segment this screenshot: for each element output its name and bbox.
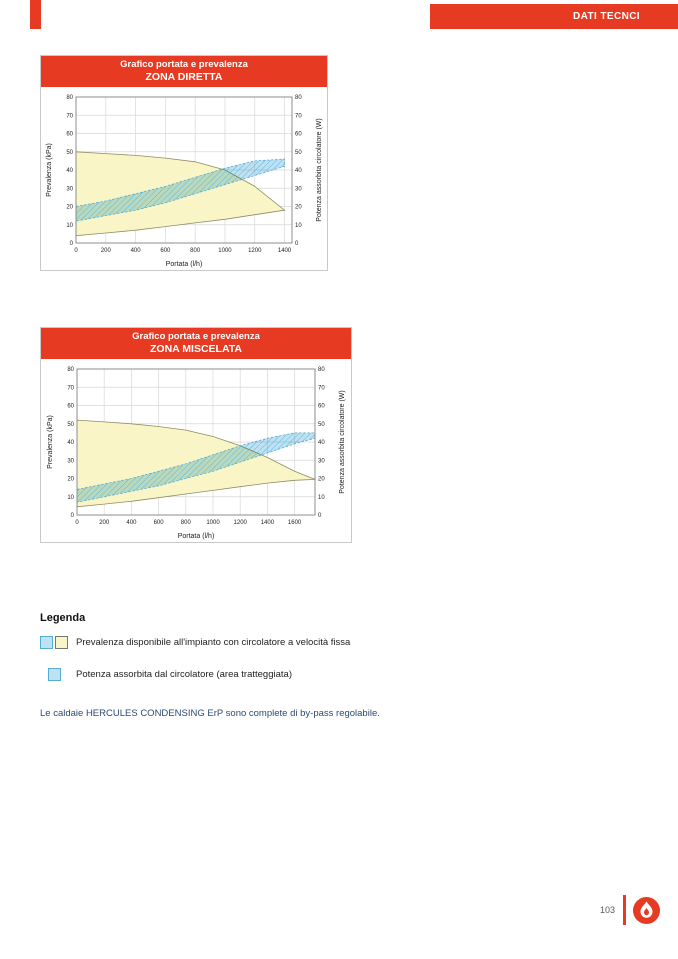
header-band [430, 4, 678, 29]
y-axis-label-left: Prevalenza (kPa) [46, 143, 53, 197]
chart-title: Grafico portata e prevalenza [120, 59, 248, 70]
tick-label: 60 [66, 131, 73, 138]
tick-label: 30 [295, 186, 302, 193]
top-left-red-mark [30, 0, 41, 29]
tick-label: 20 [295, 204, 302, 211]
tick-label: 1000 [218, 248, 232, 254]
flame-icon [633, 897, 660, 924]
tick-label: 70 [295, 113, 302, 120]
tick-label: 80 [67, 367, 74, 373]
note-text: Le caldaie HERCULES CONDENSING ErP sono complete di by-pass regolabile. [40, 708, 380, 719]
legend-item-label: Potenza assorbita dal circolatore (area tratteggiata) [76, 669, 292, 680]
tick-label: 50 [295, 149, 302, 156]
tick-label: 1000 [206, 520, 220, 526]
tick-label: 80 [295, 95, 302, 101]
tick-label: 30 [66, 186, 73, 193]
tick-label: 1400 [277, 248, 292, 254]
tick-label: 400 [130, 248, 141, 254]
legend-title: Legenda [40, 612, 86, 624]
tick-label: 30 [67, 458, 74, 465]
y-axis-label-right: Potenza assorbita circolatore (W) [339, 390, 346, 494]
legend-swatch-blue [48, 668, 61, 681]
tick-label: 40 [67, 440, 74, 446]
tick-label: 800 [180, 520, 191, 526]
chart-header [41, 56, 327, 87]
tick-label: 20 [66, 204, 73, 211]
tick-label: 70 [318, 385, 325, 392]
tick-label: 1400 [260, 520, 275, 526]
x-axis-label: Portata (l/h) [177, 533, 215, 540]
tick-label: 10 [67, 494, 74, 501]
footer [600, 895, 660, 925]
tick-label: 1200 [233, 520, 247, 526]
page-number: 103 [599, 905, 615, 915]
tick-label: 40 [66, 168, 73, 174]
chart-header [41, 328, 351, 359]
section-title: DATI TECNCI [573, 11, 640, 22]
tick-label: 1200 [248, 248, 262, 254]
y-axis-label-right: Potenza assorbita circolatore (W) [316, 118, 323, 222]
tick-label: 20 [318, 476, 325, 483]
tick-label: 800 [190, 248, 201, 254]
chart-canvas-zona-miscelata [43, 361, 349, 541]
chart-title: Grafico portata e prevalenza [132, 331, 260, 342]
tick-label: 20 [67, 476, 74, 483]
tick-label: 600 [153, 520, 164, 526]
tick-label: 40 [318, 440, 325, 446]
tick-label: 70 [66, 113, 73, 120]
tick-label: 600 [160, 248, 171, 254]
legend-swatch-yellow [55, 636, 68, 649]
tick-label: 400 [126, 520, 137, 526]
tick-label: 30 [318, 458, 325, 465]
legend-item-label: Prevalenza disponibile all'impianto con circolatore a velocità fissa [76, 637, 351, 648]
footer-red-bar [623, 895, 626, 925]
tick-label: 70 [67, 385, 74, 392]
tick-label: 0 [70, 513, 74, 519]
chart-zona-diretta [40, 55, 328, 271]
tick-label: 1600 [287, 520, 302, 526]
tick-label: 80 [318, 367, 325, 373]
legend-item-prevalenza [40, 636, 350, 649]
legend-swatch-blue [40, 636, 53, 649]
tick-label: 0 [69, 241, 73, 247]
legend-item-potenza [40, 668, 292, 681]
tick-label: 60 [318, 403, 325, 410]
tick-label: 0 [74, 248, 78, 254]
chart-zona-miscelata [40, 327, 352, 543]
tick-label: 50 [67, 421, 74, 428]
tick-label: 0 [75, 520, 79, 526]
tick-label: 10 [318, 494, 325, 501]
x-axis-label: Portata (l/h) [165, 261, 203, 268]
tick-label: 60 [295, 131, 302, 138]
tick-label: 50 [318, 421, 325, 428]
y-axis-label-left: Prevalenza (kPa) [47, 415, 54, 469]
tick-label: 200 [99, 520, 110, 526]
tick-label: 40 [295, 168, 302, 174]
tick-label: 0 [318, 513, 322, 519]
tick-label: 200 [100, 248, 111, 254]
tick-label: 10 [295, 222, 302, 229]
tick-label: 60 [67, 403, 74, 410]
tick-label: 10 [66, 222, 73, 229]
chart-subtitle: ZONA MISCELATA [150, 343, 242, 355]
chart-subtitle: ZONA DIRETTA [145, 71, 223, 83]
tick-label: 80 [66, 95, 73, 101]
tick-label: 0 [295, 241, 299, 247]
chart-canvas-zona-diretta [42, 89, 326, 269]
tick-label: 50 [66, 149, 73, 156]
